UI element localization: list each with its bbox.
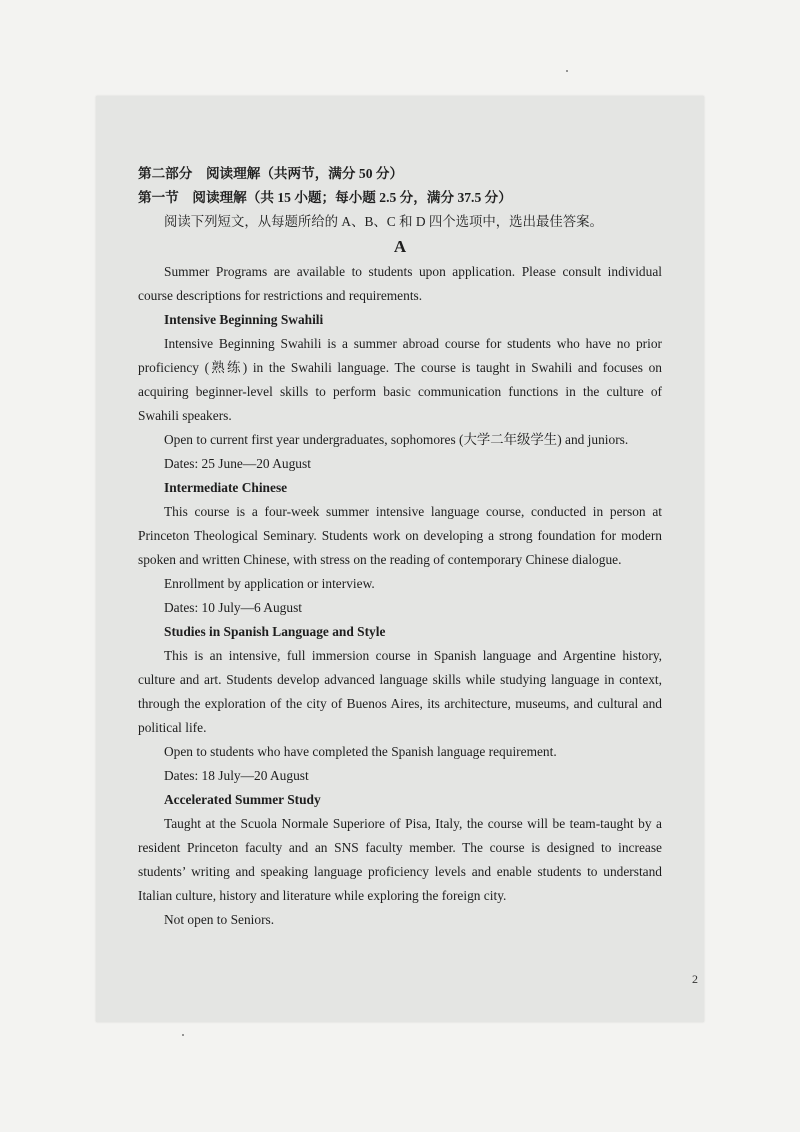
course-dates: Dates: 18 July—20 August <box>164 768 309 783</box>
passage-intro: Summer Programs are available to students upon application. Please consult individual course descriptions for restrictions and requirements. <box>138 264 662 303</box>
section-heading: 第一节 阅读理解（共 15 小题；每小题 2.5 分，满分 37.5 分） <box>138 190 512 205</box>
course-block <box>138 620 662 788</box>
course-description: This is an intensive, full immersion course in Spanish language and Argentine history, culture and art. Students develop advanced language skills while studying language in context, through the exploration of the city of Buenos Aires, its architecture, museums, and cultural and political life. <box>138 648 662 735</box>
course-title: Studies in Spanish Language and Style <box>164 624 386 639</box>
course-eligibility: Enrollment by application or interview. <box>164 576 375 591</box>
course-dates: Dates: 25 June—20 August <box>164 456 311 471</box>
course-title: Intensive Beginning Swahili <box>164 312 324 327</box>
course-block <box>138 788 662 932</box>
course-eligibility: Open to current first year undergraduates, sophomores (大学二年级学生) and juniors. <box>164 432 629 447</box>
course-block <box>138 308 662 476</box>
passage-letter: A <box>393 237 407 256</box>
scan-speck <box>566 70 568 72</box>
course-description: Taught at the Scuola Normale Superiore of Pisa, Italy, the course will be team-taught by a resident Princeton faculty and an SNS faculty member. The course is designed to increase students’ writing and speaking language proficiency levels and enable students to understand Italian culture, history and literature while exploring the foreign city. <box>138 816 662 903</box>
course-description: Intensive Beginning Swahili is a summer abroad course for students who have no prior proficiency (熟练) in the Swahili language. The course is taught in Swahili and focuses on acquiring beginner-level skills to perform basic communication functions in the culture of Swahili speakers. <box>138 336 662 423</box>
scan-speck <box>182 1034 184 1036</box>
page-content <box>138 162 662 932</box>
instruction-text: 阅读下列短文，从每题所给的 A、B、C 和 D 四个选项中，选出最佳答案。 <box>164 214 603 229</box>
course-title: Intermediate Chinese <box>164 480 288 495</box>
exam-page <box>96 96 704 1022</box>
course-dates: Dates: 10 July—6 August <box>164 600 302 615</box>
course-eligibility: Not open to Seniors. <box>164 912 275 927</box>
course-block <box>138 476 662 620</box>
course-eligibility: Open to students who have completed the Spanish language requirement. <box>164 744 557 759</box>
part-heading: 第二部分 阅读理解（共两节，满分 50 分） <box>138 166 404 181</box>
course-title: Accelerated Summer Study <box>164 792 321 807</box>
page-number: 2 <box>692 972 698 986</box>
course-description: This course is a four-week summer intensive language course, conducted in person at Princeton Theological Seminary. Students work on developing a strong foundation for modern spoken and written Chinese, with stress on the reading of contemporary Chinese dialogue. <box>138 504 662 567</box>
